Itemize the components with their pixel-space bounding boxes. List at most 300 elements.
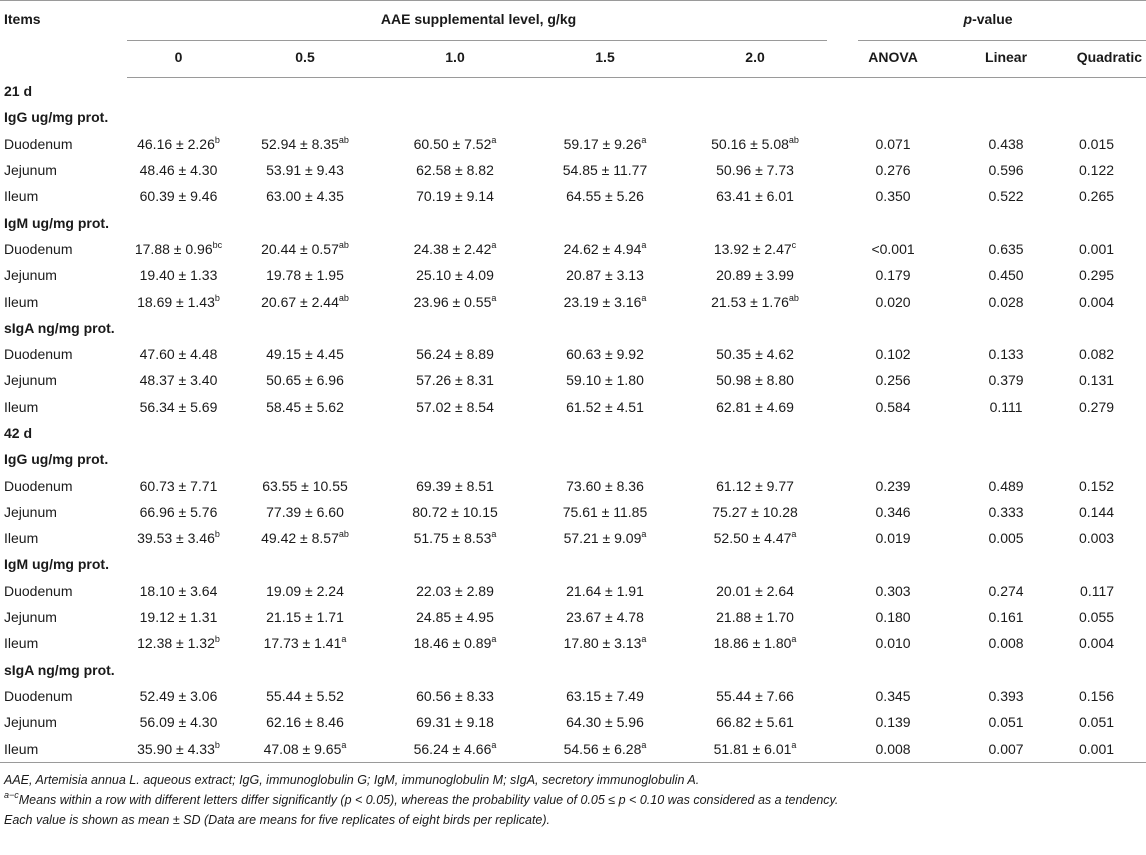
- note-significance: [4, 790, 1146, 810]
- value-cell: [680, 735, 830, 762]
- linear-p: 0.333: [988, 503, 1024, 520]
- mean-sd: 50.35 ± 4.62: [716, 346, 794, 363]
- row-label: Jejunum: [4, 714, 57, 731]
- significance-letter: a: [641, 739, 647, 750]
- significance-letter: a: [791, 529, 797, 540]
- linear-p: 0.028: [988, 293, 1024, 310]
- mean-sd: 54.85 ± 11.77: [562, 162, 648, 179]
- linear-p: 0.522: [988, 188, 1024, 205]
- mean-sd: 62.81 ± 4.69: [716, 398, 794, 415]
- value-cell: [680, 288, 830, 314]
- anova-p: 0.346: [875, 503, 911, 520]
- row-label: Jejunum: [4, 162, 57, 179]
- mean-sd: 18.10 ± 3.64: [139, 582, 218, 599]
- table-row: [0, 157, 1146, 183]
- significance-letter: b: [214, 292, 220, 303]
- quadratic-p: 0.122: [1079, 162, 1115, 179]
- significance-letter: a: [341, 739, 347, 750]
- significance-letter: a: [491, 134, 497, 145]
- group-row: [0, 104, 1146, 130]
- row-label: Duodenum: [4, 346, 73, 363]
- value-cell: [530, 683, 680, 709]
- row-label: Ileum: [4, 635, 39, 652]
- value-cell: [230, 525, 380, 551]
- value-cell: [680, 472, 830, 498]
- significance-letter: b: [214, 634, 220, 645]
- mean-sd: 63.00 ± 4.35: [266, 188, 344, 205]
- significance-letter: b: [214, 529, 220, 540]
- mean-sd: 51.81 ± 6.01: [713, 740, 792, 757]
- anova-p: 0.010: [875, 635, 911, 652]
- mean-sd: 19.40 ± 1.33: [139, 267, 218, 284]
- mean-sd: 56.24 ± 4.66: [413, 740, 492, 757]
- significance-letter: a: [641, 292, 647, 303]
- mean-sd: 57.21 ± 9.09: [563, 530, 642, 547]
- mean-sd: 75.27 ± 10.28: [712, 503, 798, 520]
- table-row: [0, 183, 1146, 209]
- mean-sd: 62.16 ± 8.46: [266, 714, 344, 731]
- mean-sd: 50.98 ± 8.80: [716, 372, 794, 389]
- value-cell: [230, 236, 380, 262]
- pvalue-header: [830, 1, 1146, 38]
- linear-p: 0.596: [988, 162, 1024, 179]
- value-cell: [530, 604, 680, 630]
- mean-sd: 57.02 ± 8.54: [416, 398, 494, 415]
- value-cell: [530, 709, 680, 735]
- quadratic-p: 0.279: [1079, 398, 1115, 415]
- mean-sd: 62.58 ± 8.82: [416, 162, 494, 179]
- mean-sd: 12.38 ± 1.32: [137, 635, 215, 652]
- quadratic-p: 0.144: [1079, 503, 1115, 520]
- value-cell: [380, 183, 530, 209]
- significance-letter: ab: [338, 529, 349, 540]
- note-sig-superscript: a−c: [4, 789, 19, 800]
- mean-sd: 61.52 ± 4.51: [566, 398, 644, 415]
- value-cell: [230, 472, 380, 498]
- quadratic-p: 0.156: [1079, 687, 1115, 704]
- linear-p: 0.379: [988, 372, 1024, 389]
- quadratic-p: 0.004: [1079, 635, 1115, 652]
- row-label: Jejunum: [4, 609, 57, 626]
- mean-sd: 56.09 ± 4.30: [139, 714, 218, 731]
- value-cell: [380, 157, 530, 183]
- value-cell: [680, 157, 830, 183]
- significance-letter: a: [791, 634, 797, 645]
- mean-sd: 21.53 ± 1.76: [711, 293, 789, 310]
- value-cell: [230, 709, 380, 735]
- row-label: Jejunum: [4, 267, 57, 284]
- value-cell: [380, 262, 530, 288]
- mean-sd: 53.91 ± 9.43: [266, 162, 344, 179]
- linear-p: 0.051: [988, 714, 1024, 731]
- table-row: [0, 578, 1146, 604]
- mean-sd: 57.26 ± 8.31: [416, 372, 494, 389]
- mean-sd: 70.19 ± 9.14: [416, 188, 494, 205]
- anova-p: 0.345: [875, 687, 911, 704]
- mean-sd: 19.09 ± 2.24: [266, 582, 344, 599]
- linear-p: 0.008: [988, 635, 1024, 652]
- mean-sd: 23.67 ± 4.78: [566, 609, 644, 626]
- value-cell: [380, 630, 530, 656]
- value-cell: [230, 683, 380, 709]
- value-cell: [127, 525, 230, 551]
- table-row: [0, 630, 1146, 656]
- quadratic-p: 0.152: [1079, 477, 1115, 494]
- row-label: Jejunum: [4, 372, 57, 389]
- value-cell: [127, 236, 230, 262]
- mean-sd: 56.24 ± 8.89: [416, 346, 494, 363]
- table-row: [0, 236, 1146, 262]
- mean-sd: 54.56 ± 6.28: [563, 740, 642, 757]
- period-row: [0, 78, 1146, 105]
- value-cell: [230, 367, 380, 393]
- aae-group-rule: [127, 40, 827, 41]
- row-label: Duodenum: [4, 687, 73, 704]
- mean-sd: 73.60 ± 8.36: [566, 477, 644, 494]
- value-cell: [127, 131, 230, 157]
- row-label: Ileum: [4, 188, 39, 205]
- mean-sd: 60.73 ± 7.71: [139, 477, 218, 494]
- stat-header-linear: Linear: [956, 37, 1056, 78]
- anova-p: 0.008: [830, 735, 956, 762]
- quadratic-p: 0.003: [1079, 530, 1115, 547]
- value-cell: [530, 472, 680, 498]
- mean-sd: 13.92 ± 2.47: [713, 240, 792, 257]
- mean-sd: 49.15 ± 4.45: [266, 346, 344, 363]
- value-cell: [680, 578, 830, 604]
- mean-sd: 18.86 ± 1.80: [713, 635, 792, 652]
- mean-sd: 21.88 ± 1.70: [716, 609, 794, 626]
- anova-p: 0.303: [875, 582, 911, 599]
- mean-sd: 52.94 ± 8.35: [261, 135, 339, 152]
- table-row: [0, 499, 1146, 525]
- value-cell: [230, 288, 380, 314]
- significance-letter: a: [641, 239, 647, 250]
- value-cell: [380, 604, 530, 630]
- value-cell: [530, 131, 680, 157]
- value-cell: [680, 367, 830, 393]
- value-cell: [530, 157, 680, 183]
- value-cell: [530, 394, 680, 420]
- value-cell: [680, 236, 830, 262]
- value-cell: [127, 578, 230, 604]
- significance-letter: b: [214, 134, 220, 145]
- value-cell: [530, 735, 680, 762]
- mean-sd: 60.56 ± 8.33: [416, 687, 494, 704]
- value-cell: [680, 630, 830, 656]
- value-cell: [530, 288, 680, 314]
- period-label: 21 d: [4, 83, 33, 100]
- table-row: [0, 367, 1146, 393]
- significance-letter: a: [641, 529, 647, 540]
- value-cell: [680, 604, 830, 630]
- value-cell: [530, 367, 680, 393]
- stat-header-quadratic: Quadratic: [1056, 37, 1146, 78]
- value-cell: [530, 236, 680, 262]
- mean-sd: 56.34 ± 5.69: [139, 398, 218, 415]
- value-cell: [230, 131, 380, 157]
- value-cell: [127, 157, 230, 183]
- table-row: [0, 472, 1146, 498]
- note-replicates: Each value is shown as mean ± SD (Data are means for five replicates of eight birds per replicate).: [4, 812, 551, 827]
- level-header: 2.0: [680, 37, 830, 78]
- mean-sd: 66.96 ± 5.76: [139, 503, 218, 520]
- mean-sd: 63.41 ± 6.01: [716, 188, 794, 205]
- significance-letter: ab: [338, 239, 349, 250]
- mean-sd: 61.12 ± 9.77: [716, 477, 794, 494]
- quadratic-p: 0.265: [1079, 188, 1115, 205]
- value-cell: [230, 630, 380, 656]
- value-cell: [127, 630, 230, 656]
- linear-p: 0.111: [989, 398, 1023, 415]
- mean-sd: 22.03 ± 2.89: [416, 582, 494, 599]
- mean-sd: 69.39 ± 8.51: [416, 477, 494, 494]
- mean-sd: 23.96 ± 0.55: [413, 293, 492, 310]
- group-title: sIgA ng/mg prot.: [4, 661, 115, 678]
- value-cell: [230, 604, 380, 630]
- mean-sd: 77.39 ± 6.60: [266, 503, 344, 520]
- table-row: [0, 262, 1146, 288]
- aae-level-header: AAE supplemental level, g/kg: [127, 1, 830, 38]
- significance-letter: b: [214, 739, 220, 750]
- group-title: IgM ug/mg prot.: [4, 556, 109, 573]
- value-cell: [380, 394, 530, 420]
- row-label: Ileum: [4, 293, 39, 310]
- mean-sd: 25.10 ± 4.09: [416, 267, 494, 284]
- group-row: [0, 315, 1146, 341]
- mean-sd: 63.55 ± 10.55: [262, 477, 348, 494]
- quadratic-p: 0.295: [1079, 267, 1115, 284]
- value-cell: [127, 341, 230, 367]
- value-cell: [530, 525, 680, 551]
- mean-sd: 19.12 ± 1.31: [139, 609, 218, 626]
- mean-sd: 52.49 ± 3.06: [139, 687, 218, 704]
- mean-sd: 52.50 ± 4.47: [713, 530, 792, 547]
- mean-sd: 18.69 ± 1.43: [137, 293, 215, 310]
- quadratic-p: 0.082: [1079, 346, 1115, 363]
- level-header: 0: [127, 37, 230, 78]
- mean-sd: 55.44 ± 5.52: [266, 687, 344, 704]
- value-cell: [680, 499, 830, 525]
- anova-p: 0.071: [875, 135, 911, 152]
- value-cell: [380, 236, 530, 262]
- linear-p: 0.005: [988, 530, 1024, 547]
- value-cell: [680, 341, 830, 367]
- table-row: [0, 683, 1146, 709]
- quadratic-p: 0.131: [1079, 372, 1115, 389]
- linear-p: 0.438: [988, 135, 1024, 152]
- significance-letter: c: [791, 239, 797, 250]
- level-header: 1.5: [530, 37, 680, 78]
- value-cell: [127, 499, 230, 525]
- significance-letter: a: [791, 739, 797, 750]
- group-row: [0, 657, 1146, 683]
- anova-p: 0.102: [875, 346, 911, 363]
- mean-sd: 58.45 ± 5.62: [266, 398, 344, 415]
- table-row: [0, 735, 1146, 762]
- anova-p: 0.179: [875, 267, 911, 284]
- quadratic-p: 0.001: [1056, 735, 1146, 762]
- quadratic-p: 0.051: [1079, 714, 1115, 731]
- anova-p: 0.020: [875, 293, 911, 310]
- note-abbreviations: AAE, Artemisia annua L. aqueous extract; IgG, immunoglobulin G; IgM, immunoglobulin M; sIgA, secretory immunoglobulin A.: [4, 772, 700, 787]
- mean-sd: 35.90 ± 4.33: [137, 740, 215, 757]
- mean-sd: 66.82 ± 5.61: [716, 714, 794, 731]
- value-cell: [127, 472, 230, 498]
- quadratic-p: 0.055: [1079, 609, 1115, 626]
- value-cell: [127, 367, 230, 393]
- row-label: Ileum: [4, 398, 39, 415]
- anova-p: 0.019: [875, 530, 911, 547]
- mean-sd: 63.15 ± 7.49: [566, 687, 644, 704]
- value-cell: [127, 709, 230, 735]
- pvalue-group-rule: [858, 40, 1146, 41]
- anova-p: <0.001: [871, 240, 915, 257]
- significance-letter: a: [641, 134, 647, 145]
- quadratic-p: 0.004: [1079, 293, 1115, 310]
- value-cell: [230, 499, 380, 525]
- significance-letter: a: [491, 529, 497, 540]
- mean-sd: 20.89 ± 3.99: [716, 267, 794, 284]
- value-cell: [530, 630, 680, 656]
- value-cell: [127, 288, 230, 314]
- table-body: [0, 78, 1146, 763]
- mean-sd: 50.16 ± 5.08: [711, 135, 789, 152]
- period-row: [0, 420, 1146, 446]
- mean-sd: 80.72 ± 10.15: [412, 503, 498, 520]
- table-notes: [0, 770, 1146, 830]
- value-cell: [380, 709, 530, 735]
- value-cell: [380, 525, 530, 551]
- mean-sd: 59.17 ± 9.26: [563, 135, 642, 152]
- mean-sd: 18.46 ± 0.89: [413, 635, 492, 652]
- value-cell: [230, 183, 380, 209]
- significance-letter: a: [341, 634, 347, 645]
- mean-sd: 64.30 ± 5.96: [566, 714, 644, 731]
- linear-p: 0.635: [988, 240, 1024, 257]
- value-cell: [380, 735, 530, 762]
- table-row: [0, 604, 1146, 630]
- significance-letter: a: [491, 292, 497, 303]
- row-label: Duodenum: [4, 240, 73, 257]
- mean-sd: 49.42 ± 8.57: [261, 530, 339, 547]
- mean-sd: 23.19 ± 3.16: [563, 293, 642, 310]
- mean-sd: 20.67 ± 2.44: [261, 293, 339, 310]
- mean-sd: 69.31 ± 9.18: [416, 714, 494, 731]
- mean-sd: 17.80 ± 3.13: [563, 635, 642, 652]
- mean-sd: 48.46 ± 4.30: [139, 162, 218, 179]
- mean-sd: 19.78 ± 1.95: [266, 267, 344, 284]
- level-header: 1.0: [380, 37, 530, 78]
- significance-letter: ab: [788, 134, 799, 145]
- significance-letter: ab: [338, 134, 349, 145]
- value-cell: [680, 525, 830, 551]
- value-cell: [127, 183, 230, 209]
- group-row: [0, 551, 1146, 577]
- mean-sd: 60.50 ± 7.52: [413, 135, 492, 152]
- row-label: Ileum: [4, 530, 39, 547]
- value-cell: [380, 472, 530, 498]
- table-row: [0, 525, 1146, 551]
- value-cell: [530, 499, 680, 525]
- mean-sd: 21.64 ± 1.91: [566, 582, 644, 599]
- linear-p: 0.161: [988, 609, 1024, 626]
- stat-header-anova: ANOVA: [830, 37, 956, 78]
- linear-p: 0.450: [988, 267, 1024, 284]
- row-label: Duodenum: [4, 582, 73, 599]
- mean-sd: 24.62 ± 4.94: [563, 240, 642, 257]
- mean-sd: 50.96 ± 7.73: [716, 162, 794, 179]
- quadratic-p: 0.117: [1080, 582, 1115, 599]
- note-sig-text: Means within a row with different letters differ significantly (p < 0.05), whereas the probability value of 0.05 ≤ p < 0.10 was considered as a tendency.: [18, 792, 839, 807]
- linear-p: 0.007: [956, 735, 1056, 762]
- value-cell: [127, 683, 230, 709]
- value-cell: [530, 183, 680, 209]
- group-title: IgG ug/mg prot.: [4, 451, 109, 468]
- mean-sd: 21.15 ± 1.71: [266, 609, 344, 626]
- mean-sd: 20.44 ± 0.57: [261, 240, 339, 257]
- value-cell: [680, 709, 830, 735]
- value-cell: [230, 157, 380, 183]
- anova-p: 0.584: [875, 398, 911, 415]
- mean-sd: 17.88 ± 0.96: [134, 240, 213, 257]
- mean-sd: 60.63 ± 9.92: [566, 346, 644, 363]
- value-cell: [380, 578, 530, 604]
- anova-p: 0.350: [875, 188, 911, 205]
- linear-p: 0.393: [988, 687, 1024, 704]
- period-label: 42 d: [4, 425, 33, 441]
- value-cell: [680, 131, 830, 157]
- mean-sd: 50.65 ± 6.96: [266, 372, 344, 389]
- mean-sd: 24.85 ± 4.95: [416, 609, 494, 626]
- anova-p: 0.139: [875, 714, 911, 731]
- value-cell: [380, 288, 530, 314]
- value-cell: [530, 578, 680, 604]
- mean-sd: 64.55 ± 5.26: [566, 188, 644, 205]
- linear-p: 0.274: [988, 582, 1024, 599]
- value-cell: [230, 341, 380, 367]
- group-row: [0, 209, 1146, 235]
- quadratic-p: 0.001: [1079, 240, 1115, 257]
- value-cell: [380, 131, 530, 157]
- value-cell: [230, 578, 380, 604]
- group-row: [0, 446, 1146, 472]
- table-row: [0, 709, 1146, 735]
- table-row: [0, 341, 1146, 367]
- significance-letter: ab: [338, 292, 349, 303]
- significance-letter: a: [641, 634, 647, 645]
- mean-sd: 51.75 ± 8.53: [413, 530, 492, 547]
- value-cell: [230, 262, 380, 288]
- row-label: Jejunum: [4, 503, 57, 520]
- value-cell: [127, 394, 230, 420]
- group-title: sIgA ng/mg prot.: [4, 319, 115, 336]
- linear-p: 0.489: [988, 477, 1024, 494]
- value-cell: [530, 262, 680, 288]
- mean-sd: 55.44 ± 7.66: [716, 687, 794, 704]
- row-label: Duodenum: [4, 477, 73, 494]
- mean-sd: 47.60 ± 4.48: [139, 346, 218, 363]
- level-header: 0.5: [230, 37, 380, 78]
- group-title: IgM ug/mg prot.: [4, 214, 109, 231]
- mean-sd: 59.10 ± 1.80: [566, 372, 644, 389]
- significance-letter: bc: [212, 239, 223, 250]
- pvalue-prefix: p: [963, 11, 973, 27]
- table-row: [0, 394, 1146, 420]
- mean-sd: 48.37 ± 3.40: [139, 372, 218, 389]
- value-cell: [680, 394, 830, 420]
- anova-p: 0.256: [875, 372, 911, 389]
